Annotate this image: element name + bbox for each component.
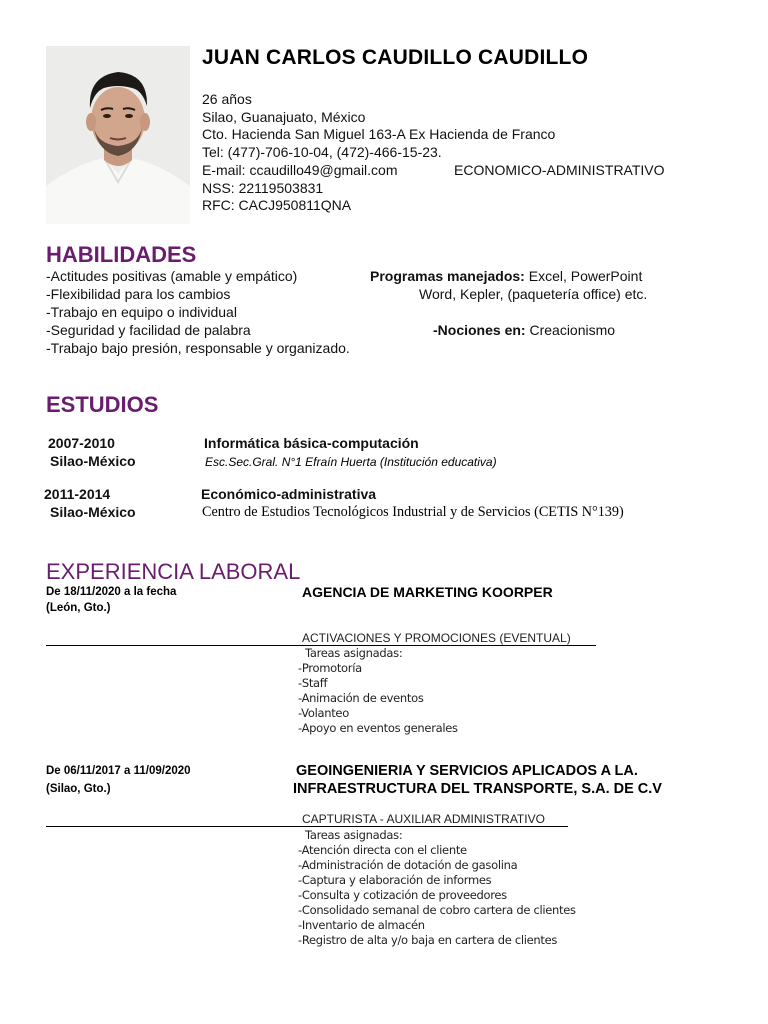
programs-line-2: Word, Kepler, (paquetería office) etc.	[419, 286, 648, 302]
job-dates: De 06/11/2017 a 11/09/2020	[46, 765, 191, 777]
task-item: -Staff	[298, 676, 328, 690]
job-dates: De 18/11/2020 a la fecha	[46, 586, 177, 598]
profile-area: ECONOMICO-ADMINISTRATIVO	[454, 161, 665, 178]
job-company-line-2: INFRAESTRUCTURA DEL TRANSPORTE, S.A. DE C.V	[293, 781, 662, 797]
task-item: -Administración de dotación de gasolina	[298, 858, 518, 872]
programs-value: Excel, PowerPoint	[524, 268, 643, 284]
phone: Tel: (477)-706-10-04, (472)-466-15-23.	[202, 144, 442, 161]
skill-item: -Trabajo en equipo o individual	[46, 304, 237, 320]
study-place: Silao-México	[50, 453, 136, 469]
job-position: CAPTURISTA - AUXILIAR ADMINISTRATIVO	[302, 812, 545, 826]
address: Cto. Hacienda San Miguel 163-A Ex Hacienda de Franco	[202, 126, 556, 143]
job-divider	[46, 826, 568, 827]
study-title: Económico-administrativa	[201, 486, 377, 502]
study-years: 2011-2014	[44, 486, 111, 502]
study-place: Silao-México	[50, 504, 136, 520]
rfc: RFC: CACJ950811QNA	[202, 197, 352, 214]
candidate-name: JUAN CARLOS CAUDILLO CAUDILLO	[202, 46, 589, 69]
email[interactable]: E-mail: ccaudillo49@gmail.com	[202, 161, 398, 178]
job-company: AGENCIA DE MARKETING KOORPER	[302, 584, 553, 600]
experience-heading: EXPERIENCIA LABORAL	[46, 559, 301, 584]
study-school: Esc.Sec.Gral. N°1 Efraín Huerta (Institución educativa)	[205, 455, 497, 469]
programs-line	[370, 268, 642, 286]
notions-value: Creacionismo	[525, 322, 616, 338]
tasks-label: Tareas asignadas:	[305, 646, 403, 660]
skills-heading: HABILIDADES	[46, 242, 197, 267]
nss: NSS: 22119503831	[202, 179, 324, 196]
study-school: Centro de Estudios Tecnológicos Industrial y de Servicios (CETIS N°139)	[202, 504, 624, 520]
job-location: (Silao, Gto.)	[46, 783, 111, 795]
skill-item: -Actitudes positivas (amable y empático)	[46, 268, 298, 284]
task-item: -Promotoría	[298, 661, 362, 675]
skill-item: -Flexibilidad para los cambios	[46, 286, 231, 302]
study-title: Informática básica-computación	[204, 435, 419, 451]
task-item: -Animación de eventos	[298, 691, 424, 705]
notions-line	[433, 322, 615, 340]
task-item: -Captura y elaboración de informes	[298, 873, 492, 887]
city: Silao, Guanajuato, México	[202, 108, 366, 125]
task-item: -Registro de alta y/o baja en cartera de clientes	[298, 933, 558, 947]
task-item: -Inventario de almacén	[298, 918, 425, 932]
age: 26 años	[202, 91, 252, 107]
study-years: 2007-2010	[48, 435, 115, 451]
task-item: -Consulta y cotización de proveedores	[298, 888, 507, 902]
task-item: -Consolidado semanal de cobro cartera de clientes	[298, 903, 576, 917]
notions-label: -Nociones en:	[433, 322, 526, 338]
skill-item: -Trabajo bajo presión, responsable y organizado.	[46, 340, 350, 356]
job-company: GEOINGENIERIA Y SERVICIOS APLICADOS A LA.	[296, 763, 638, 779]
task-item: -Apoyo en eventos generales	[298, 721, 458, 735]
job-location: (León, Gto.)	[46, 602, 111, 614]
skill-item: -Seguridad y facilidad de palabra	[46, 322, 251, 338]
tasks-label: Tareas asignadas:	[305, 828, 403, 842]
programs-label: Programas manejados:	[370, 268, 525, 284]
task-item: -Volanteo	[298, 706, 349, 720]
studies-heading: ESTUDIOS	[46, 392, 159, 417]
job-position: ACTIVACIONES Y PROMOCIONES (EVENTUAL)	[302, 631, 571, 645]
profile-photo	[46, 46, 190, 224]
task-item: -Atención directa con el cliente	[298, 843, 467, 857]
